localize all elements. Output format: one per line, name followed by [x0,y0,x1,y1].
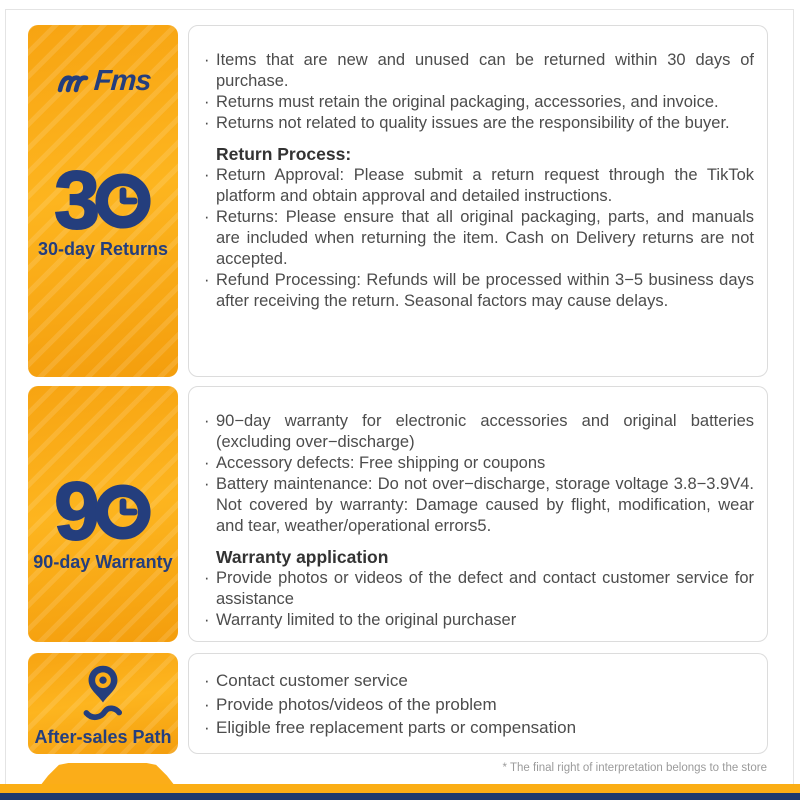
section-after-sales-path [0,653,800,754]
after-sales-bullet: · Eligible free replacement parts or compensation [203,716,754,740]
warranty-bullet: · Accessory defects: Free shipping or coupons [203,453,754,474]
warranty-panel [28,386,178,642]
after-sales-bullet: · Provide photos/videos of the problem [203,693,754,717]
returns-panel-label: 30-day Returns [37,239,169,259]
returns-panel [28,25,178,377]
after-sales-bullet: · Contact customer service [203,669,754,693]
digit-3: 3 [54,155,97,246]
location-pin-wrap [28,661,178,723]
location-pin-icon [75,661,131,723]
warranty-panel-label: 90-day Warranty [33,552,173,572]
fms-wave-icon [56,68,92,96]
warranty-application-bullet: · Provide photos or videos of the defect and contact customer service for assistance [203,568,754,610]
return-process-heading: Return Process: [216,144,352,164]
returns-card [188,25,768,377]
warranty-bullet: · 90−day warranty for electronic accessories and original batteries (excluding over−discharge) [203,411,754,453]
after-sales-card [188,653,768,754]
fms-logo-text: Fms [92,65,152,97]
clock-zero-icon [94,172,152,230]
digit-9: 9 [54,466,97,557]
warranty-bullet: · Battery maintenance: Do not over−discharge, storage voltage 3.8−3.9V4. Not covered by warranty: Damage caused by flight, modification, wear and tear, weather/operational errors5. [203,474,754,537]
interpretation-footnote: * The final right of interpretation belongs to the store [502,762,767,774]
after-sales-panel-label: After-sales Path [34,727,172,747]
returns-bullet: · Items that are new and unused can be returned within 30 days of purchase. [203,50,754,92]
section-30-day-returns [0,25,800,377]
warranty-90-badge [28,466,178,557]
clock-zero-icon [94,483,152,541]
section-90-day-warranty [0,386,800,642]
warranty-card [188,386,768,642]
returns-bullet: · Returns must retain the original packaging, accessories, and invoice. [203,92,754,113]
fms-logo [28,65,178,98]
return-process-bullet: · Return Approval: Please submit a return request through the TikTok platform and obtain approval and detailed instructions. [203,165,754,207]
warranty-application-bullet: · Warranty limited to the original purchaser [203,610,754,631]
bottom-navy-band [0,793,800,800]
panel-foot-shape [40,763,175,786]
warranty-application-heading: Warranty application [216,547,389,567]
returns-30-badge [28,155,178,246]
return-process-bullet: · Refund Processing: Refunds will be processed within 3−5 business days after receiving the return. Seasonal factors may cause delays. [203,270,754,312]
after-sales-panel [28,653,178,754]
return-process-bullet: · Returns: Please ensure that all original packaging, parts, and manuals are included when returning the item. Cash on Delivery returns are not accepted. [203,207,754,270]
returns-bullet: · Returns not related to quality issues are the responsibility of the buyer. [203,113,754,134]
